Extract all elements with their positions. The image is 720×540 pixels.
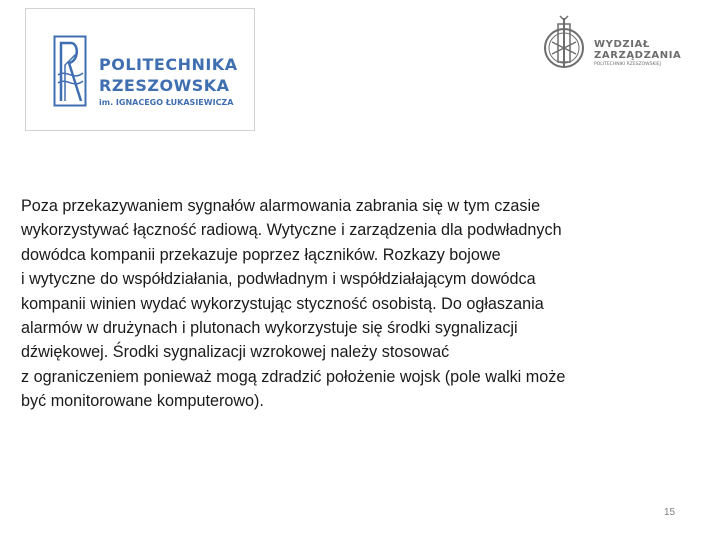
page-number: 15 (664, 507, 676, 518)
body-line: kompanii winien wydać wykorzystując styczność osobistą. Do ogłaszania (21, 294, 544, 313)
body-line: alarmów w drużynach i plutonach wykorzystuje się środki sygnalizacji (21, 319, 518, 338)
faculty-name-line2: ZARZĄDZANIA (594, 50, 682, 61)
body-line: i wytyczne do współdziałania, podwładnym i współdziałającym dowódca (21, 270, 536, 289)
logo-name-line3: im. IGNACEGO ŁUKASIEWICZA (99, 98, 234, 107)
politechnika-emblem-icon (53, 35, 87, 107)
body-line: z ograniczeniem ponieważ mogą zdradzić położenie wojsk (pole walki może (21, 367, 566, 386)
body-line: dźwiękowej. Środki sygnalizacji wzrokowej należy stosować (21, 343, 450, 362)
logo-name-line2: RZESZOWSKA (99, 76, 230, 95)
logo-name-line1: POLITECHNIKA (99, 55, 238, 74)
body-line: wykorzystywać łączność radiową. Wytyczne i zarządzenia dla podwładnych (21, 221, 562, 240)
wydzial-logo (543, 14, 683, 72)
body-paragraph (21, 194, 701, 414)
politechnika-logo (25, 8, 255, 131)
body-line: Poza przekazywaniem sygnałów alarmowania zabrania się w tym czasie (21, 197, 541, 215)
faculty-name-line1: WYDZIAŁ (594, 39, 650, 50)
faculty-name-line3: POLITECHNIKI RZESZOWSKIEJ (594, 62, 661, 67)
body-line: być monitorowane komputerowo). (21, 392, 264, 411)
body-line: dowódca kompanii przekazuje poprzez łączników. Rozkazy bojowe (21, 245, 501, 264)
wydzial-emblem-icon (543, 14, 589, 70)
